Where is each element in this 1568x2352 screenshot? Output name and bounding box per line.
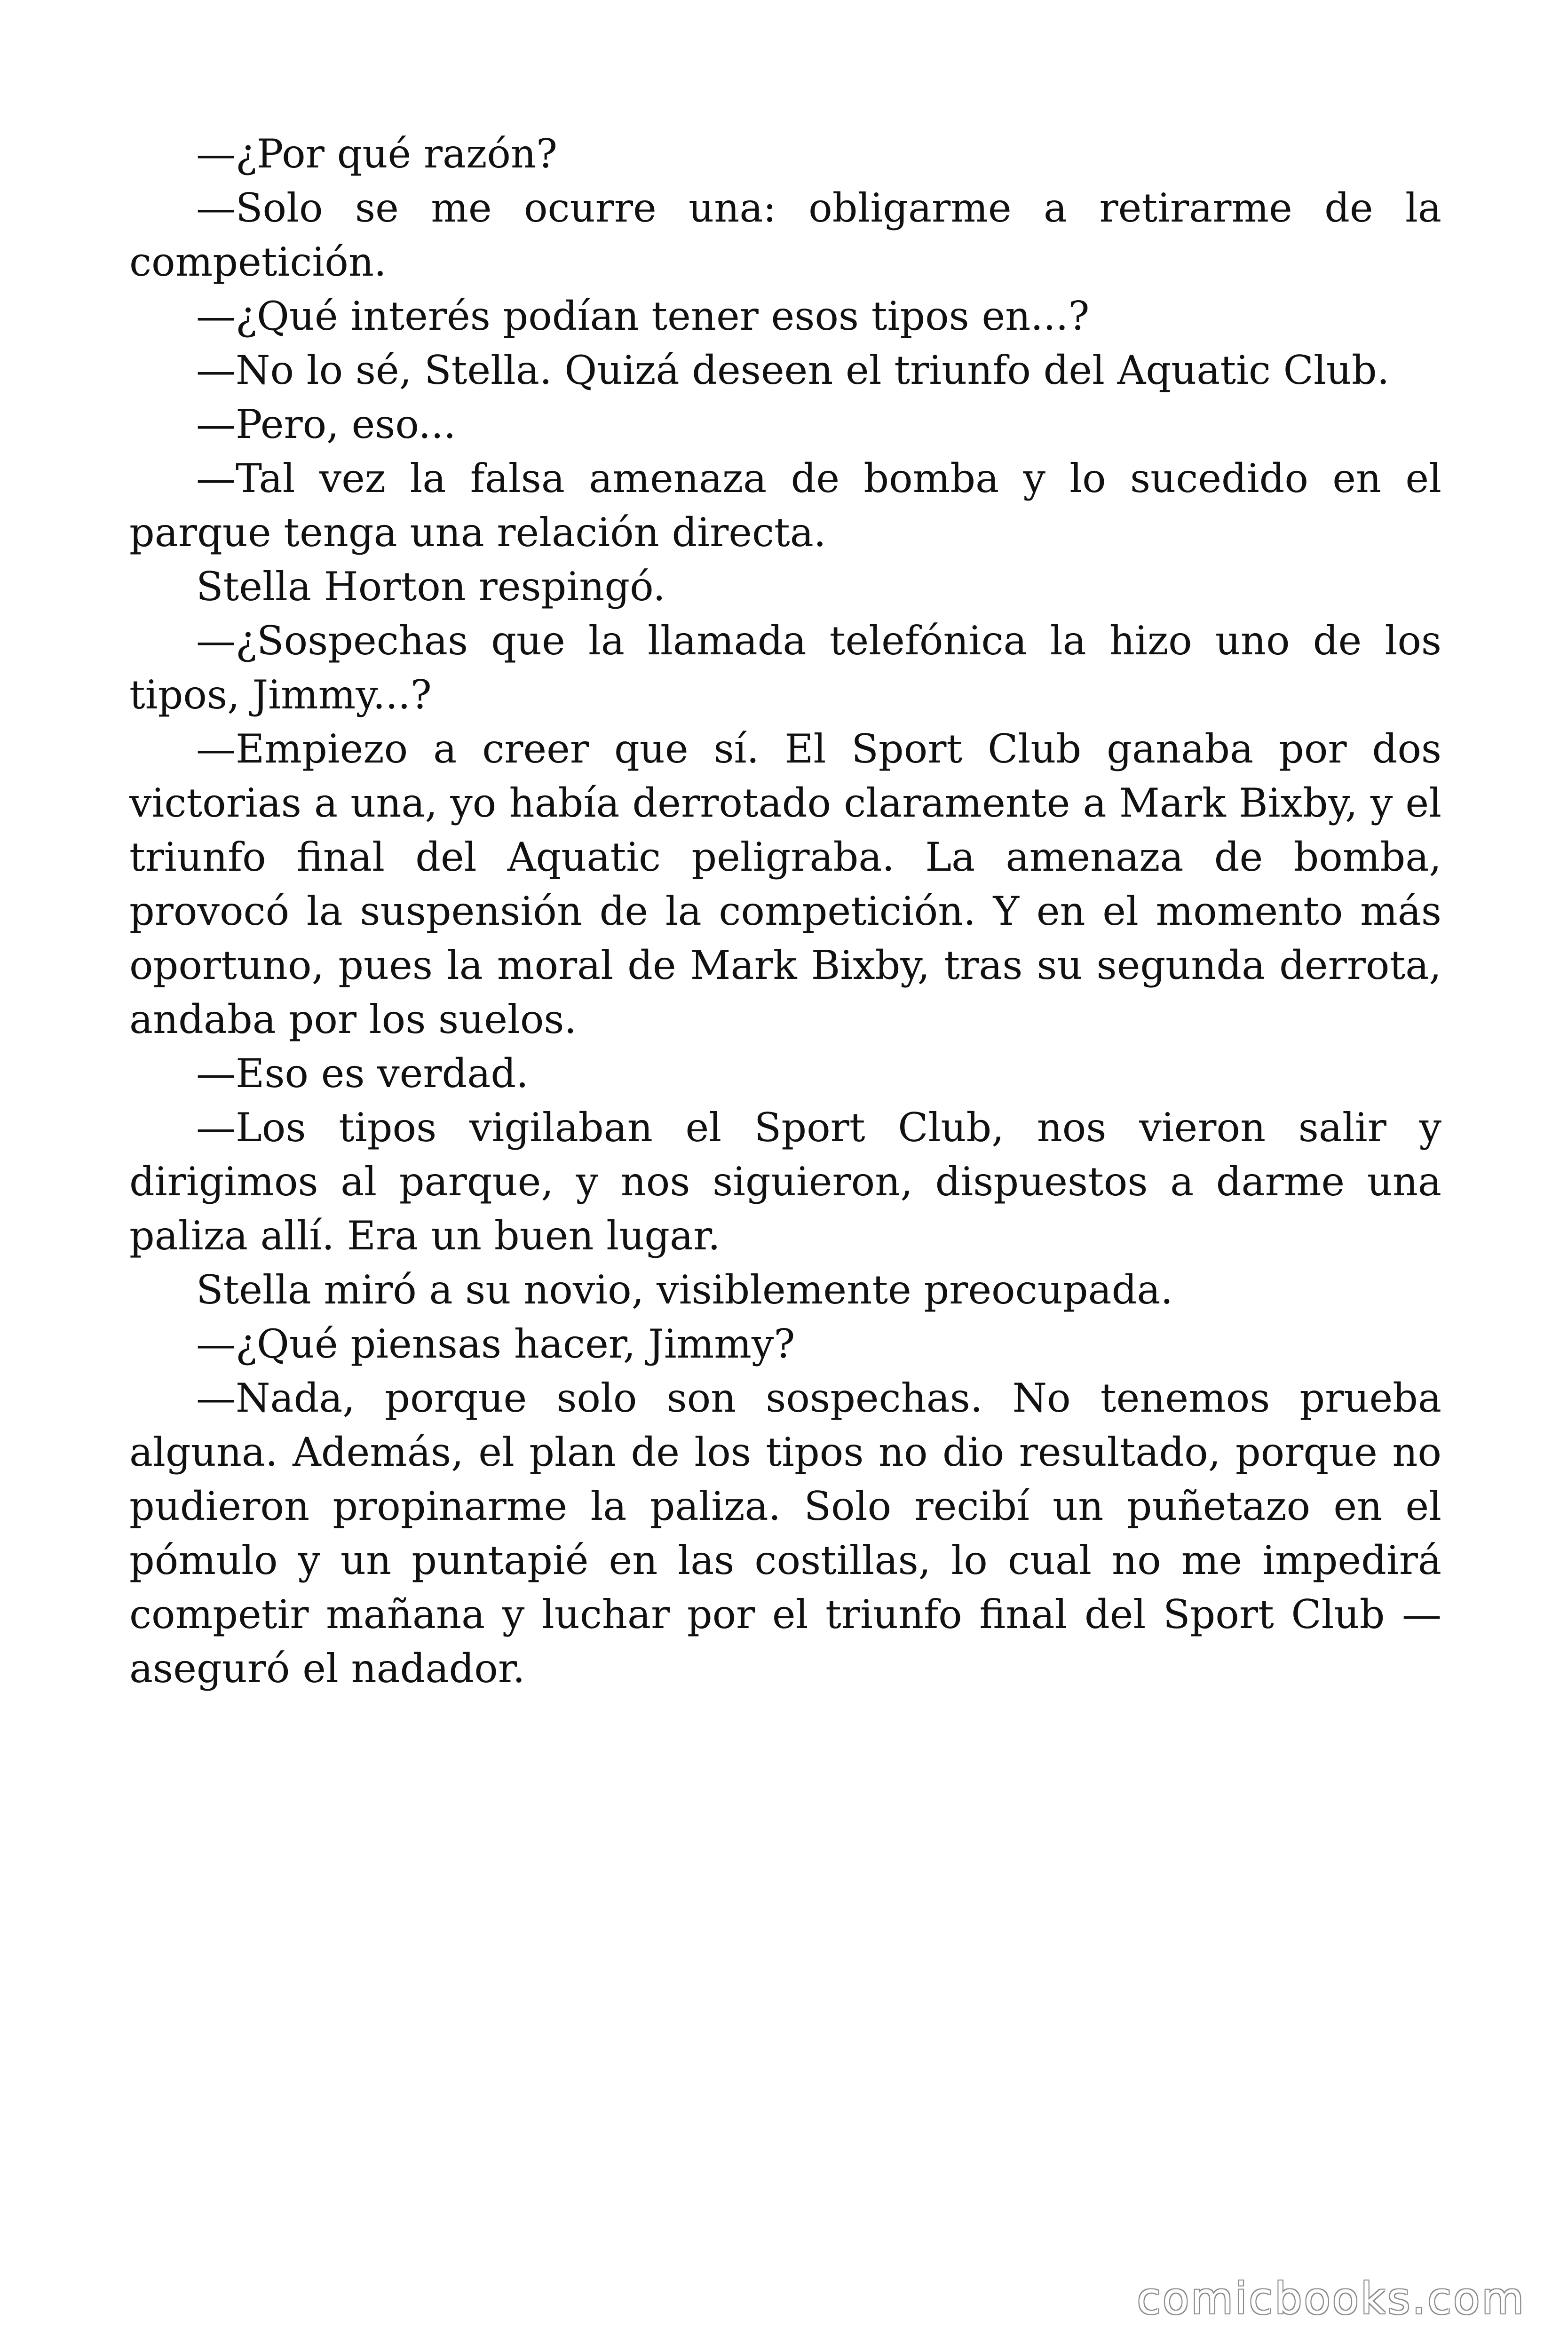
paragraph: —Tal vez la falsa amenaza de bomba y lo sucedido en el parque tenga una relación directa. bbox=[129, 455, 1441, 556]
paragraph: —¿Por qué razón? bbox=[196, 131, 558, 177]
paragraph: —¿Sospechas que la llamada telefónica la hizo uno de los tipos, Jimmy...? bbox=[129, 618, 1441, 718]
paragraph: —Nada, porque solo son sospechas. No tenemos prueba alguna. Además, el plan de los tipos no dio resultado, porque no pudieron propinarme la paliza. Solo recibí un puñetazo en el pómulo y un puntapié en las costillas, lo cual no me impedirá competir mañana y luchar por el triunfo final del Sport Club —aseguró el nadador. bbox=[129, 1375, 1441, 1692]
body-text bbox=[129, 127, 1441, 1696]
paragraph: —No lo sé, Stella. Quizá deseen el triunfo del Aquatic Club. bbox=[196, 347, 1390, 393]
paragraph: —Los tipos vigilaban el Sport Club, nos vieron salir y dirigimos al parque, y nos siguieron, dispuestos a darme una paliza allí. Era un buen lugar. bbox=[129, 1104, 1441, 1259]
paragraph: Stella miró a su novio, visiblemente preocupada. bbox=[196, 1267, 1173, 1313]
paragraph: —¿Qué piensas hacer, Jimmy? bbox=[196, 1321, 795, 1367]
paragraph: —¿Qué interés podían tener esos tipos en...? bbox=[196, 293, 1090, 339]
paragraph: Stella Horton respingó. bbox=[196, 564, 665, 610]
paragraph: —Empiezo a creer que sí. El Sport Club ganaba por dos victorias a una, yo había derrotado claramente a Mark Bixby, y el triunfo final del Aquatic peligraba. La amenaza de bomba, provocó la suspensión de la competición. Y en el momento más oportuno, pues la moral de Mark Bixby, tras su segunda derrota, andaba por los suelos. bbox=[129, 726, 1441, 1042]
paragraph: —Pero, eso... bbox=[196, 401, 456, 447]
paragraph: —Eso es verdad. bbox=[196, 1050, 529, 1097]
watermark: comicbooks.com bbox=[1137, 2273, 1526, 2324]
paragraph: —Solo se me ocurre una: obligarme a retirarme de la competición. bbox=[129, 185, 1441, 285]
